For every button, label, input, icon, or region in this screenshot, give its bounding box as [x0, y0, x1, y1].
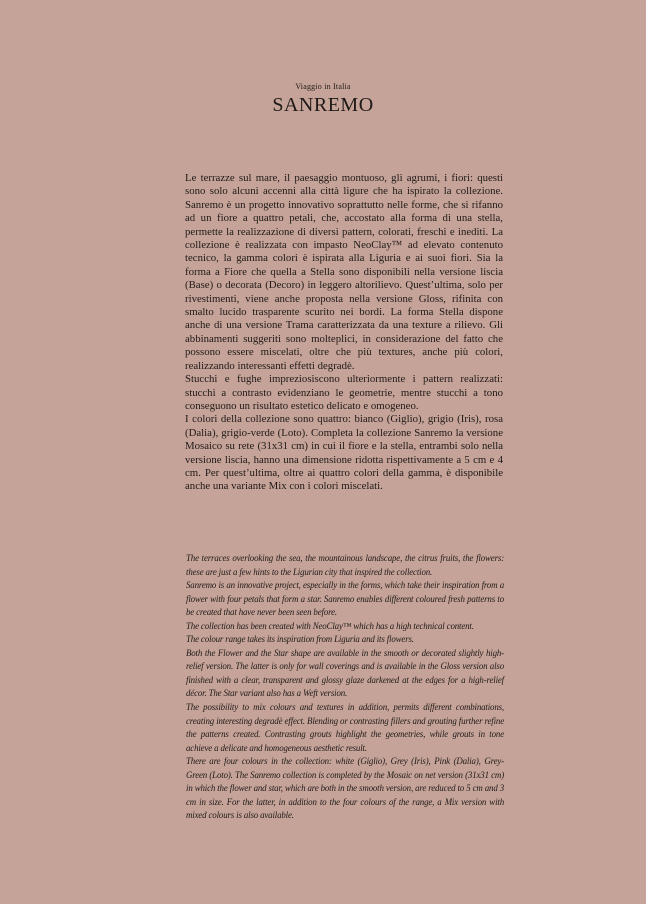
page-kicker: Viaggio in Italia — [295, 82, 351, 91]
page-title: SANREMO — [272, 94, 374, 116]
english-paragraph: The terraces overlooking the sea, the mountainous landscape, the citrus fruits, the flowers: these are just a few hints to the Ligurian city that inspired the collection. — [186, 553, 504, 577]
english-text-block — [186, 552, 504, 823]
english-paragraph: The colour range takes its inspiration from Liguria and its flowers. — [186, 634, 414, 645]
italian-paragraph: Le terrazze sul mare, il paesaggio montuoso, gli agrumi, i fiori: questi sono solo alcuni accenni alla città ligure che ha ispirato la collezione. Sanremo è un progetto innovativo soprattutto nelle forme, che si rifanno ad un fiore a quattro petali, che, accostato alla forma di una stella, permette la realizzazione di diversi pattern, colorati, freschi e inediti. La collezione è realizzata con impasto NeoClay™ ad elevato contenuto tecnico, la gamma colori è ispirata alla Liguria e ai suoi fiori. Sia la forma a Fiore che quella a Stella sono disponibili nella versione liscia (Base) o decorata (Decoro) in leggero altorilievo. Quest’ultima, solo per rivestimenti, viene anche proposta nella versione Gloss, rifinita con smalto lucido trasparente scurito nei bordi. La forma Stella dispone anche di una versione Trama caratterizzata da una texture a rilievo. Gli abbinamenti suggeriti sono molteplici, in considerazione del fatto che possono essere miscelati, oltre che più textures, anche più colori, realizzando interessanti effetti degradè. — [185, 172, 503, 372]
english-paragraph: The collection has been created with NeoClay™ which has a high technical content. — [186, 620, 474, 631]
italian-paragraph: I colori della collezione sono quattro: bianco (Giglio), grigio (Iris), rosa (Dalia), grigio-verde (Loto). Completa la collezione Sanremo la versione Mosaico su rete (31x31 cm) in cui il fiore e la stella, entrambi solo nella versione liscia, hanno una dimensione ridotta rispettivamente a 5 cm e 4 cm. Per quest’ultima, oltre ai quattro colori della gamma, è disponibile anche una variante Mix con i colori miscelati. — [185, 413, 503, 493]
english-paragraph: Sanremo is an innovative project, especially in the forms, which take their inspiration from a flower with four petals that form a star. Sanremo enables different coloured fresh patterns to be created that have never been seen before. — [186, 580, 504, 618]
italian-paragraph: Stucchi e fughe impreziosiscono ulteriormente i pattern realizzati: stucchi a contrasto evidenziano le geometrie, mentre stucchi a tono conseguono un risultato estetico delicato e omogeneo. — [185, 373, 503, 412]
english-paragraph: The possibility to mix colours and textures in addition, permits different combinations, creating interesting degradè effect. Blending or contrasting fillers and grouting further refine the patterns created. Contrasting grouts highlight the geometries, while grouts in tone achieve a delicate and homogeneous aesthetic result. — [186, 702, 504, 753]
italian-text-block — [185, 172, 503, 494]
english-paragraph: Both the Flower and the Star shape are available in the smooth or decorated slightly high-relief version. The latter is only for wall coverings and is available in the Gloss version also finished with a clear, transparent and glossy glaze darkened at the edges for a high-relief décor. The Star variant also has a Weft version. — [186, 647, 504, 699]
english-paragraph: There are four colours in the collection: white (Giglio), Grey (Iris), Pink (Dalia), Grey-Green (Loto). The Sanremo collection is completed by the Mosaic on net version (31x31 cm) in which the flower and star, which are both in the smooth version, are reduced to 5 cm and 3 cm in size. For the latter, in addition to the four colours of the range, a Mix version with mixed colours is also available. — [186, 756, 504, 821]
